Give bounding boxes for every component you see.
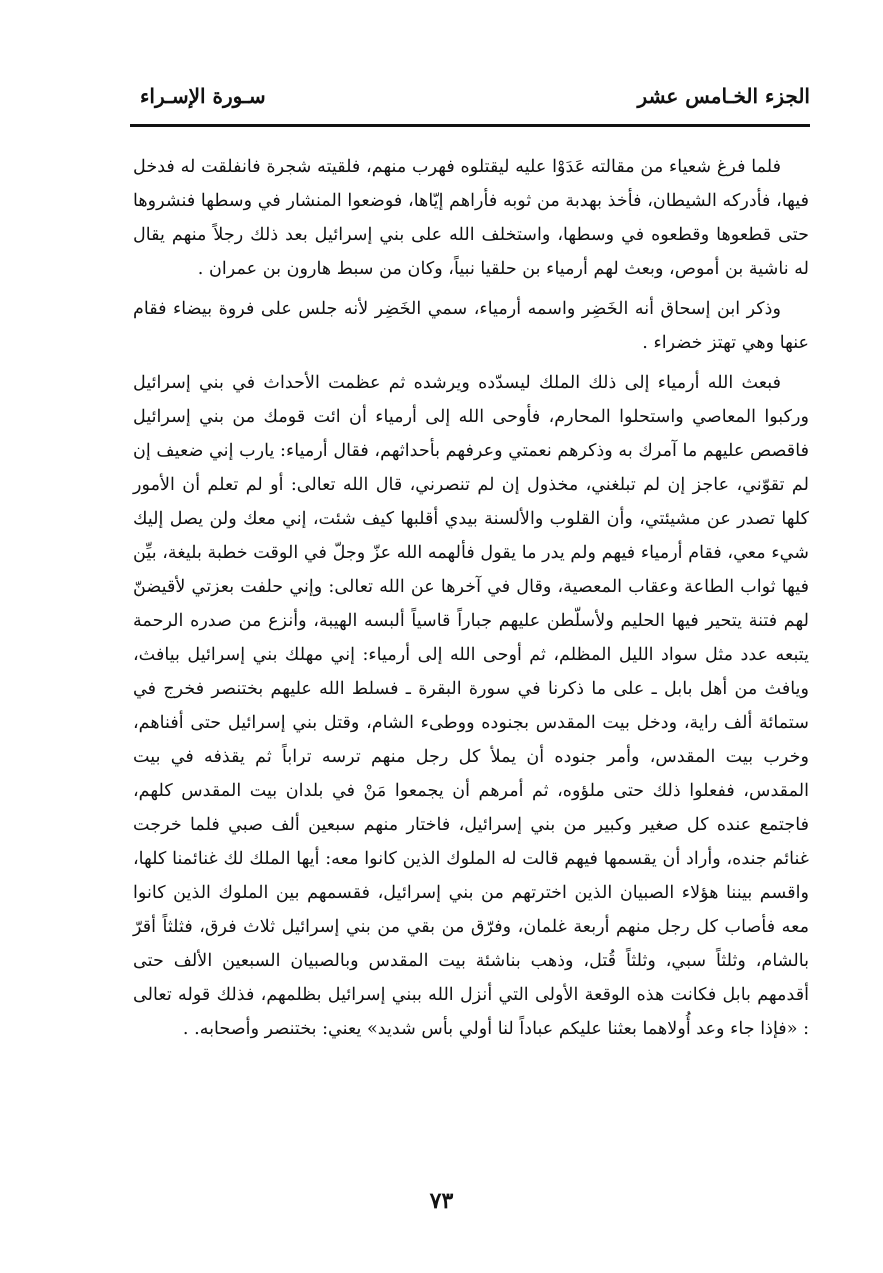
surah-title: سـورة الإسـراء	[140, 84, 266, 108]
body-text	[133, 150, 809, 1046]
paragraph-2: وذكر ابن إسحاق أنه الخَضِر واسمه أرمياء، سمي الخَضِر لأنه جلس على فروة بيضاء فقام عنها وهي تهتز خضراء .	[133, 299, 809, 353]
part-title: الجزء الخـامس عشر	[637, 84, 810, 108]
page-number: ٧٣	[429, 1188, 454, 1214]
paragraph-3: فبعث الله أرمياء إلى ذلك الملك ليسدّده ويرشده ثم عظمت الأحداث في بني إسرائيل وركبوا المعاصي واستحلوا المحارم، فأوحى الله إلى أرمياء أن ائت قومك من بني إسرائيل فاقصص عليهم ما آمرك به وذكرهم نعمتي وعرفهم بأحداثهم، فقال أرمياء: يارب إني ضعيف إن لم تقوّني، عاجز إن لم تبلغني، مخذول إن لم تنصرني، قال الله تعالى: أو لم تعلم أن الأمور كلها تصدر عن مشيئتي، وأن القلوب والألسنة بيدي أقلبها كيف شئت، إني معك ولن يصل إليك شيء معي، فقام أرمياء فيهم ولم يدر ما يقول فألهمه الله عزّ وجلّ في الوقت خطبة بليغة، بيِّن فيها ثواب الطاعة وعقاب المعصية، وقال في آخرها عن الله تعالى: وإني حلفت بعزتي لأقيضنّ لهم فتنة يتحير فيها الحليم ولأسلّطن عليهم جباراً قاسياً ألبسه الهيبة، وأنزع من صدره الرحمة يتبعه عدد مثل سواد الليل المظلم، ثم أوحى الله إلى أرمياء: إني مهلك بني إسرائيل بيافث، ويافث من أهل بابل ـ على ما ذكرنا في سورة البقرة ـ فسلط الله عليهم بختنصر فخرج في ستمائة ألف راية، ودخل بيت المقدس بجنوده ووطىء الشام، وقتل بني إسرائيل حتى أفناهم، وخرب بيت المقدس، وأمر جنوده أن يملأ كل رجل منهم ترسه تراباً ثم يقذفه في بيت المقدس، ففعلوا ذلك حتى ملؤوه، ثم أمرهم أن يجمعوا مَنْ في بلدان بيت المقدس كلهم، فاجتمع عنده كل صغير وكبير من بني إسرائيل، فاختار منهم سبعين ألف صبي فلما خرجت غنائم جنده، وأراد أن يقسمها فيهم قالت له الملوك الذين كانوا معه: أيها الملك لك غنائمنا كلها، واقسم بيننا هؤلاء الصبيان الذين اخترتهم من بني إسرائيل، فقسمهم بين الملوك الذين كانوا معه فأصاب كل رجل منهم أربعة غلمان، وفرّق من بقي من بني إسرائيل ثلاث فرق، فثلثاً أقرّ بالشام، وثلثاً سبي، وثلثاً قُتل، وذهب بناشئة بيت المقدس وبالصبيان السبعين الألف حتى أقدمهم بابل فكانت هذه الوقعة الأولى التي أنزل الله ببني إسرائيل بظلمهم، فذلك قوله تعالى : «فإذا جاء وعد أُولاهما بعثنا عليكم عباداً لنا أولي بأس شديد» يعني: بختنصر وأصحابه. .	[133, 373, 809, 1039]
running-header	[130, 84, 810, 124]
paragraph-1: فلما فرغ شعياء من مقالته عَدَوْا عليه ليقتلوه فهرب منهم، فلقيته شجرة فانفلقت له فدخل فيها، فأدركه الشيطان، فأخذ بهدبة من ثوبه فأراهم إيّاها، فوضعوا المنشار في وسطها فنشروها حتى قطعوها وقطعوه في وسطها، واستخلف الله على بني إسرائيل بعد ذلك رجلاً منهم يقال له ناشية بن أموص، وبعث لهم أرمياء بن حلقيا نبياً، وكان من سبط هارون بن عمران .	[133, 157, 809, 279]
header-rule	[130, 124, 810, 127]
